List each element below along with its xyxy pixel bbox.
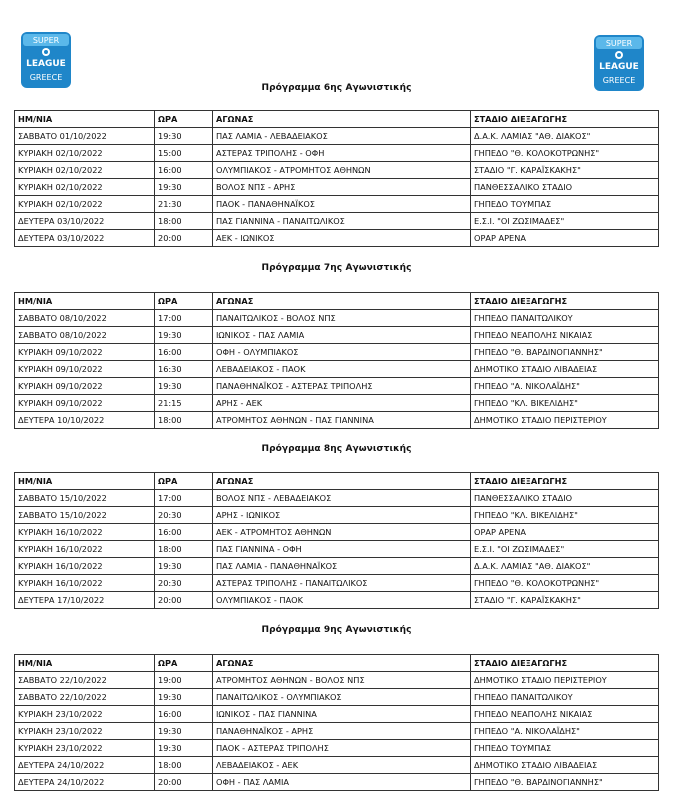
kickoff-time: 19:30 [155,378,213,395]
match-venue: ΓΗΠΕΔΟ "Α. ΝΙΚΟΛΑΪΔΗΣ" [471,378,659,395]
table-row [15,575,659,592]
match-date: ΚΥΡΙΑΚΗ 23/10/2022 [15,723,155,740]
match-venue: ΠΑΝΘΕΣΣΑΛΙΚΟ ΣΤΑΔΙΟ [471,179,659,196]
header-match: ΑΓΩΝΑΣ [213,111,471,128]
match-teams: ΛΕΒΑΔΕΙΑΚΟΣ - ΑΕΚ [213,757,471,774]
super-league-logo-left [18,30,74,90]
header-match: ΑΓΩΝΑΣ [213,655,471,672]
kickoff-time: 20:30 [155,575,213,592]
match-date: ΚΥΡΙΑΚΗ 09/10/2022 [15,395,155,412]
table-row [15,344,659,361]
kickoff-time: 21:30 [155,196,213,213]
match-date: ΚΥΡΙΑΚΗ 02/10/2022 [15,162,155,179]
match-teams: ΟΦΗ - ΟΛΥΜΠΙΑΚΟΣ [213,344,471,361]
kickoff-time: 16:00 [155,524,213,541]
match-teams: ΟΛΥΜΠΙΑΚΟΣ - ΑΤΡΟΜΗΤΟΣ ΑΘΗΝΩΝ [213,162,471,179]
schedule-table-round-8 [14,472,659,609]
match-teams: ΠΑΝΑΘΗΝΑΪΚΟΣ - ΑΣΤΕΡΑΣ ΤΡΙΠΟΛΗΣ [213,378,471,395]
match-venue: ΓΗΠΕΔΟ ΠΑΝΑΙΤΩΛΙΚΟΥ [471,689,659,706]
table-header-row [15,473,659,490]
table-row [15,757,659,774]
match-teams: ΑΣΤΕΡΑΣ ΤΡΙΠΟΛΗΣ - ΠΑΝΑΙΤΩΛΙΚΟΣ [213,575,471,592]
match-teams: ΑΡΗΣ - ΑΕΚ [213,395,471,412]
table-row [15,723,659,740]
table-row [15,412,659,429]
match-venue: ΓΗΠΕΔΟ "Α. ΝΙΚΟΛΑΪΔΗΣ" [471,723,659,740]
round-title-7: Πρόγραμμα 7ης Αγωνιστικής [261,263,412,273]
header-date: ΗΜ/ΝΙΑ [15,473,155,490]
kickoff-time: 16:30 [155,361,213,378]
schedule-table-round-9 [14,654,659,791]
match-venue: ΔΗΜΟΤΙΚΟ ΣΤΑΔΙΟ ΠΕΡΙΣΤΕΡΙΟΥ [471,672,659,689]
table-header-row [15,111,659,128]
kickoff-time: 19:30 [155,558,213,575]
match-venue: ΓΗΠΕΔΟ ΤΟΥΜΠΑΣ [471,196,659,213]
match-date: ΔΕΥΤΕΡΑ 03/10/2022 [15,230,155,247]
header-time: ΩΡΑ [155,293,213,310]
header-time: ΩΡΑ [155,473,213,490]
match-venue: ΔΗΜΟΤΙΚΟ ΣΤΑΔΙΟ ΠΕΡΙΣΤΕΡΙΟΥ [471,412,659,429]
match-teams: ΠΑΝΑΙΤΩΛΙΚΟΣ - ΒΟΛΟΣ ΝΠΣ [213,310,471,327]
round-title-6: Πρόγραμμα 6ης Αγωνιστικής [261,83,412,93]
header-match: ΑΓΩΝΑΣ [213,473,471,490]
table-header-row [15,293,659,310]
match-date: ΔΕΥΤΕΡΑ 24/10/2022 [15,757,155,774]
match-venue: ΓΗΠΕΔΟ "Θ. ΚΟΛΟΚΟΤΡΩΝΗΣ" [471,145,659,162]
match-teams: ΠΑΣ ΛΑΜΙΑ - ΠΑΝΑΘΗΝΑΪΚΟΣ [213,558,471,575]
match-venue: Δ.Α.Κ. ΛΑΜΙΑΣ "ΑΘ. ΔΙΑΚΟΣ" [471,558,659,575]
match-venue: ΓΗΠΕΔΟ "Θ. ΒΑΡΔΙΝΟΓΙΑΝΝΗΣ" [471,774,659,791]
schedule-table-round-6 [14,110,659,247]
logo-line3: GREECE [602,76,636,85]
table-row [15,558,659,575]
match-venue: Ε.Σ.Ι. "ΟΙ ΖΩΣΙΜΑΔΕΣ" [471,541,659,558]
kickoff-time: 17:00 [155,490,213,507]
table-row [15,213,659,230]
kickoff-time: 19:30 [155,740,213,757]
logo-line2: LEAGUE [599,62,639,72]
match-date: ΚΥΡΙΑΚΗ 02/10/2022 [15,196,155,213]
table-row [15,672,659,689]
table-row [15,327,659,344]
match-date: ΣΑΒΒΑΤΟ 01/10/2022 [15,128,155,145]
table-row [15,395,659,412]
match-date: ΣΑΒΒΑΤΟ 15/10/2022 [15,507,155,524]
header-date: ΗΜ/ΝΙΑ [15,655,155,672]
round-title-8: Πρόγραμμα 8ης Αγωνιστικής [261,444,412,454]
match-date: ΚΥΡΙΑΚΗ 09/10/2022 [15,361,155,378]
table-row [15,689,659,706]
match-date: ΚΥΡΙΑΚΗ 23/10/2022 [15,706,155,723]
kickoff-time: 20:30 [155,507,213,524]
match-date: ΚΥΡΙΑΚΗ 09/10/2022 [15,344,155,361]
super-league-logo-icon [18,30,74,90]
header-date: ΗΜ/ΝΙΑ [15,293,155,310]
kickoff-time: 19:30 [155,327,213,344]
match-date: ΚΥΡΙΑΚΗ 02/10/2022 [15,145,155,162]
table-row [15,378,659,395]
table-row [15,128,659,145]
match-venue: ΓΗΠΕΔΟ "ΚΛ. ΒΙΚΕΛΙΔΗΣ" [471,507,659,524]
match-date: ΚΥΡΙΑΚΗ 16/10/2022 [15,541,155,558]
match-venue: ΓΗΠΕΔΟ ΝΕΑΠΟΛΗΣ ΝΙΚΑΙΑΣ [471,706,659,723]
match-date: ΔΕΥΤΕΡΑ 24/10/2022 [15,774,155,791]
kickoff-time: 19:00 [155,672,213,689]
table-row [15,162,659,179]
match-venue: ΔΗΜΟΤΙΚΟ ΣΤΑΔΙΟ ΛΙΒΑΔΕΙΑΣ [471,757,659,774]
match-teams: ΑΕΚ - ΙΩΝΙΚΟΣ [213,230,471,247]
match-teams: ΛΕΒΑΔΕΙΑΚΟΣ - ΠΑΟΚ [213,361,471,378]
match-teams: ΑΣΤΕΡΑΣ ΤΡΙΠΟΛΗΣ - ΟΦΗ [213,145,471,162]
table-row [15,524,659,541]
match-teams: ΠΑΝΑΘΗΝΑΪΚΟΣ - ΑΡΗΣ [213,723,471,740]
header-venue: ΣΤΑΔΙΟ ΔΙΕΞΑΓΩΓΗΣ [471,293,659,310]
match-date: ΣΑΒΒΑΤΟ 15/10/2022 [15,490,155,507]
match-date: ΣΑΒΒΑΤΟ 22/10/2022 [15,672,155,689]
kickoff-time: 19:30 [155,689,213,706]
kickoff-time: 17:00 [155,310,213,327]
match-venue: ΓΗΠΕΔΟ "Θ. ΚΟΛΟΚΟΤΡΩΝΗΣ" [471,575,659,592]
match-venue: ΟΡΑΡ ΑΡΕΝΑ [471,230,659,247]
match-venue: ΔΗΜΟΤΙΚΟ ΣΤΑΔΙΟ ΛΙΒΑΔΕΙΑΣ [471,361,659,378]
match-venue: ΓΗΠΕΔΟ ΤΟΥΜΠΑΣ [471,740,659,757]
table-row [15,179,659,196]
header-match: ΑΓΩΝΑΣ [213,293,471,310]
match-venue: ΓΗΠΕΔΟ ΠΑΝΑΙΤΩΛΙΚΟΥ [471,310,659,327]
table-row [15,541,659,558]
schedule-table-round-7 [14,292,659,429]
header-time: ΩΡΑ [155,655,213,672]
match-date: ΔΕΥΤΕΡΑ 10/10/2022 [15,412,155,429]
table-row [15,196,659,213]
match-date: ΣΑΒΒΑΤΟ 22/10/2022 [15,689,155,706]
kickoff-time: 16:00 [155,706,213,723]
header-date: ΗΜ/ΝΙΑ [15,111,155,128]
kickoff-time: 16:00 [155,344,213,361]
table-row [15,740,659,757]
match-date: ΣΑΒΒΑΤΟ 08/10/2022 [15,310,155,327]
header-venue: ΣΤΑΔΙΟ ΔΙΕΞΑΓΩΓΗΣ [471,655,659,672]
match-teams: ΠΑΝΑΙΤΩΛΙΚΟΣ - ΟΛΥΜΠΙΑΚΟΣ [213,689,471,706]
table-header-row [15,655,659,672]
match-teams: ΑΡΗΣ - ΙΩΝΙΚΟΣ [213,507,471,524]
match-teams: ΠΑΣ ΓΙΑΝΝΙΝΑ - ΠΑΝΑΙΤΩΛΙΚΟΣ [213,213,471,230]
kickoff-time: 19:30 [155,723,213,740]
match-date: ΚΥΡΙΑΚΗ 16/10/2022 [15,558,155,575]
match-date: ΚΥΡΙΑΚΗ 16/10/2022 [15,524,155,541]
match-venue: ΣΤΑΔΙΟ "Γ. ΚΑΡΑΪΣΚΑΚΗΣ" [471,592,659,609]
table-row [15,706,659,723]
match-teams: ΑΕΚ - ΑΤΡΟΜΗΤΟΣ ΑΘΗΝΩΝ [213,524,471,541]
match-teams: ΟΛΥΜΠΙΑΚΟΣ - ΠΑΟΚ [213,592,471,609]
match-venue: ΓΗΠΕΔΟ ΝΕΑΠΟΛΗΣ ΝΙΚΑΙΑΣ [471,327,659,344]
kickoff-time: 18:00 [155,412,213,429]
kickoff-time: 19:30 [155,128,213,145]
table-row [15,490,659,507]
match-date: ΣΑΒΒΑΤΟ 08/10/2022 [15,327,155,344]
kickoff-time: 18:00 [155,757,213,774]
kickoff-time: 15:00 [155,145,213,162]
table-row [15,310,659,327]
table-row [15,361,659,378]
kickoff-time: 20:00 [155,230,213,247]
match-venue: ΠΑΝΘΕΣΣΑΛΙΚΟ ΣΤΑΔΙΟ [471,490,659,507]
match-venue: ΓΗΠΕΔΟ "Θ. ΒΑΡΔΙΝΟΓΙΑΝΝΗΣ" [471,344,659,361]
kickoff-time: 18:00 [155,213,213,230]
match-teams: ΑΤΡΟΜΗΤΟΣ ΑΘΗΝΩΝ - ΒΟΛΟΣ ΝΠΣ [213,672,471,689]
table-row [15,592,659,609]
match-date: ΚΥΡΙΑΚΗ 02/10/2022 [15,179,155,196]
match-date: ΚΥΡΙΑΚΗ 23/10/2022 [15,740,155,757]
table-row [15,774,659,791]
match-teams: ΙΩΝΙΚΟΣ - ΠΑΣ ΓΙΑΝΝΙΝΑ [213,706,471,723]
table-row [15,230,659,247]
match-venue: Δ.Α.Κ. ΛΑΜΙΑΣ "ΑΘ. ΔΙΑΚΟΣ" [471,128,659,145]
match-teams: ΠΑΟΚ - ΑΣΤΕΡΑΣ ΤΡΙΠΟΛΗΣ [213,740,471,757]
match-venue: ΓΗΠΕΔΟ "ΚΛ. ΒΙΚΕΛΙΔΗΣ" [471,395,659,412]
kickoff-time: 19:30 [155,179,213,196]
kickoff-time: 20:00 [155,774,213,791]
match-teams: ΠΑΣ ΛΑΜΙΑ - ΛΕΒΑΔΕΙΑΚΟΣ [213,128,471,145]
logo-line3: GREECE [29,73,63,82]
match-date: ΔΕΥΤΕΡΑ 17/10/2022 [15,592,155,609]
header-time: ΩΡΑ [155,111,213,128]
match-date: ΔΕΥΤΕΡΑ 03/10/2022 [15,213,155,230]
table-row [15,507,659,524]
match-teams: ΑΤΡΟΜΗΤΟΣ ΑΘΗΝΩΝ - ΠΑΣ ΓΙΑΝΝΙΝΑ [213,412,471,429]
match-venue: Ε.Σ.Ι. "ΟΙ ΖΩΣΙΜΑΔΕΣ" [471,213,659,230]
match-teams: ΒΟΛΟΣ ΝΠΣ - ΛΕΒΑΔΕΙΑΚΟΣ [213,490,471,507]
match-teams: ΒΟΛΟΣ ΝΠΣ - ΑΡΗΣ [213,179,471,196]
kickoff-time: 21:15 [155,395,213,412]
kickoff-time: 18:00 [155,541,213,558]
round-title-9: Πρόγραμμα 9ης Αγωνιστικής [261,625,412,635]
match-venue: ΟΡΑΡ ΑΡΕΝΑ [471,524,659,541]
match-date: ΚΥΡΙΑΚΗ 09/10/2022 [15,378,155,395]
match-teams: ΠΑΣ ΓΙΑΝΝΙΝΑ - ΟΦΗ [213,541,471,558]
match-teams: ΟΦΗ - ΠΑΣ ΛΑΜΙΑ [213,774,471,791]
kickoff-time: 20:00 [155,592,213,609]
logo-line1: SUPER [605,39,633,48]
match-date: ΚΥΡΙΑΚΗ 16/10/2022 [15,575,155,592]
header-venue: ΣΤΑΔΙΟ ΔΙΕΞΑΓΩΓΗΣ [471,111,659,128]
match-teams: ΙΩΝΙΚΟΣ - ΠΑΣ ΛΑΜΙΑ [213,327,471,344]
match-venue: ΣΤΑΔΙΟ "Γ. ΚΑΡΑΪΣΚΑΚΗΣ" [471,162,659,179]
header-venue: ΣΤΑΔΙΟ ΔΙΕΞΑΓΩΓΗΣ [471,473,659,490]
table-row [15,145,659,162]
match-teams: ΠΑΟΚ - ΠΑΝΑΘΗΝΑΪΚΟΣ [213,196,471,213]
logo-line2: LEAGUE [26,59,66,69]
logo-line1: SUPER [32,36,60,45]
kickoff-time: 16:00 [155,162,213,179]
